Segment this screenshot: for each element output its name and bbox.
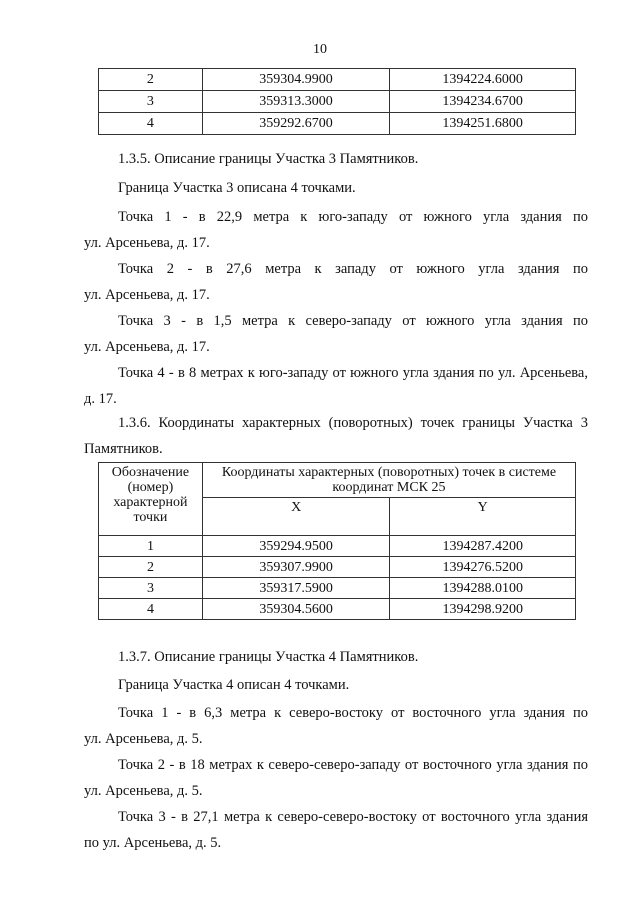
x-coordinate-cell: 359292.6700 xyxy=(202,113,390,135)
section-135-heading: 1.3.5. Описание границы Участка 3 Памятников. xyxy=(118,151,419,167)
point-description-line: Точка 1 - в 22,9 метра к юго-западу от южного угла здания по xyxy=(118,209,588,225)
y-coordinate-cell: 1394298.9200 xyxy=(390,599,576,620)
table-row xyxy=(99,578,576,599)
point-number-cell: 4 xyxy=(99,599,203,620)
boundary-point-description xyxy=(84,700,588,752)
coordinates-table xyxy=(98,462,576,620)
point-description-address: по ул. Арсеньева, д. 5. xyxy=(84,835,222,851)
point-number-cell: 4 xyxy=(99,113,203,135)
point-description-address: ул. Арсеньева, д. 17. xyxy=(84,287,210,303)
table-row xyxy=(99,557,576,578)
table-header-row xyxy=(99,463,576,498)
section-136-heading xyxy=(84,410,588,462)
boundary-point-description xyxy=(84,752,588,804)
boundary-point-description xyxy=(84,256,588,308)
boundary-point-description xyxy=(84,308,588,360)
y-coordinate-cell: 1394251.6800 xyxy=(390,113,576,135)
y-column-header: Y xyxy=(390,498,576,536)
boundary-point-description xyxy=(84,360,588,412)
section-137-heading: 1.3.7. Описание границы Участка 4 Памятников. xyxy=(118,649,419,665)
point-number-cell: 1 xyxy=(99,536,203,557)
point-description-address: ул. Арсеньева, д. 5. xyxy=(84,731,203,747)
point-number-cell: 3 xyxy=(99,578,203,599)
point-number-cell: 3 xyxy=(99,91,203,113)
section-136-heading-line: 1.3.6. Координаты характерных (поворотных) точек границы Участка 3 xyxy=(118,415,588,431)
y-coordinate-cell: 1394224.6000 xyxy=(390,69,576,91)
x-coordinate-cell: 359317.5900 xyxy=(202,578,390,599)
table-row xyxy=(99,536,576,557)
point-description-line: Точка 3 - в 1,5 метра к северо-западу от южного угла здания по xyxy=(118,313,588,329)
point-description-line: Точка 3 - в 27,1 метра к северо-северо-востоку от восточного угла здания xyxy=(118,809,588,825)
point-description-line: Точка 4 - в 8 метрах к юго-западу от южного угла здания по ул. Арсеньева, xyxy=(118,365,588,381)
coordinates-table-continued xyxy=(98,68,576,135)
point-description-address: ул. Арсеньева, д. 17. xyxy=(84,235,210,251)
point-number-cell: 2 xyxy=(99,69,203,91)
table-row xyxy=(99,69,576,91)
section-137-intro: Граница Участка 4 описан 4 точками. xyxy=(118,677,350,693)
table-row xyxy=(99,599,576,620)
point-number-cell: 2 xyxy=(99,557,203,578)
y-coordinate-cell: 1394276.5200 xyxy=(390,557,576,578)
table-row xyxy=(99,91,576,113)
y-coordinate-cell: 1394288.0100 xyxy=(390,578,576,599)
y-coordinate-cell: 1394234.6700 xyxy=(390,91,576,113)
point-description-line: Точка 2 - в 18 метрах к северо-северо-западу от восточного угла здания по xyxy=(118,757,588,773)
x-coordinate-cell: 359307.9900 xyxy=(202,557,390,578)
boundary-point-description xyxy=(84,204,588,256)
section-136-heading-line: Памятников. xyxy=(84,441,163,457)
coordinates-column-header: Координаты характерных (поворотных) точек в системе координат МСК 25 xyxy=(202,463,575,498)
x-column-header: X xyxy=(202,498,390,536)
table-row xyxy=(99,113,576,135)
x-coordinate-cell: 359294.9500 xyxy=(202,536,390,557)
y-coordinate-cell: 1394287.4200 xyxy=(390,536,576,557)
point-description-address: ул. Арсеньева, д. 5. xyxy=(84,783,203,799)
point-description-address: ул. Арсеньева, д. 17. xyxy=(84,339,210,355)
designation-column-header: Обозначение (номер) характерной точки xyxy=(99,463,203,536)
page-number: 10 xyxy=(313,42,327,57)
x-coordinate-cell: 359304.9900 xyxy=(202,69,390,91)
point-description-line: Точка 1 - в 6,3 метра к северо-востоку от восточного угла здания по xyxy=(118,705,588,721)
point-description-line: Точка 2 - в 27,6 метра к западу от южного угла здания по xyxy=(118,261,588,277)
point-description-address: д. 17. xyxy=(84,391,117,407)
section-135-intro: Граница Участка 3 описана 4 точками. xyxy=(118,180,356,196)
x-coordinate-cell: 359304.5600 xyxy=(202,599,390,620)
boundary-point-description xyxy=(84,804,588,856)
x-coordinate-cell: 359313.3000 xyxy=(202,91,390,113)
